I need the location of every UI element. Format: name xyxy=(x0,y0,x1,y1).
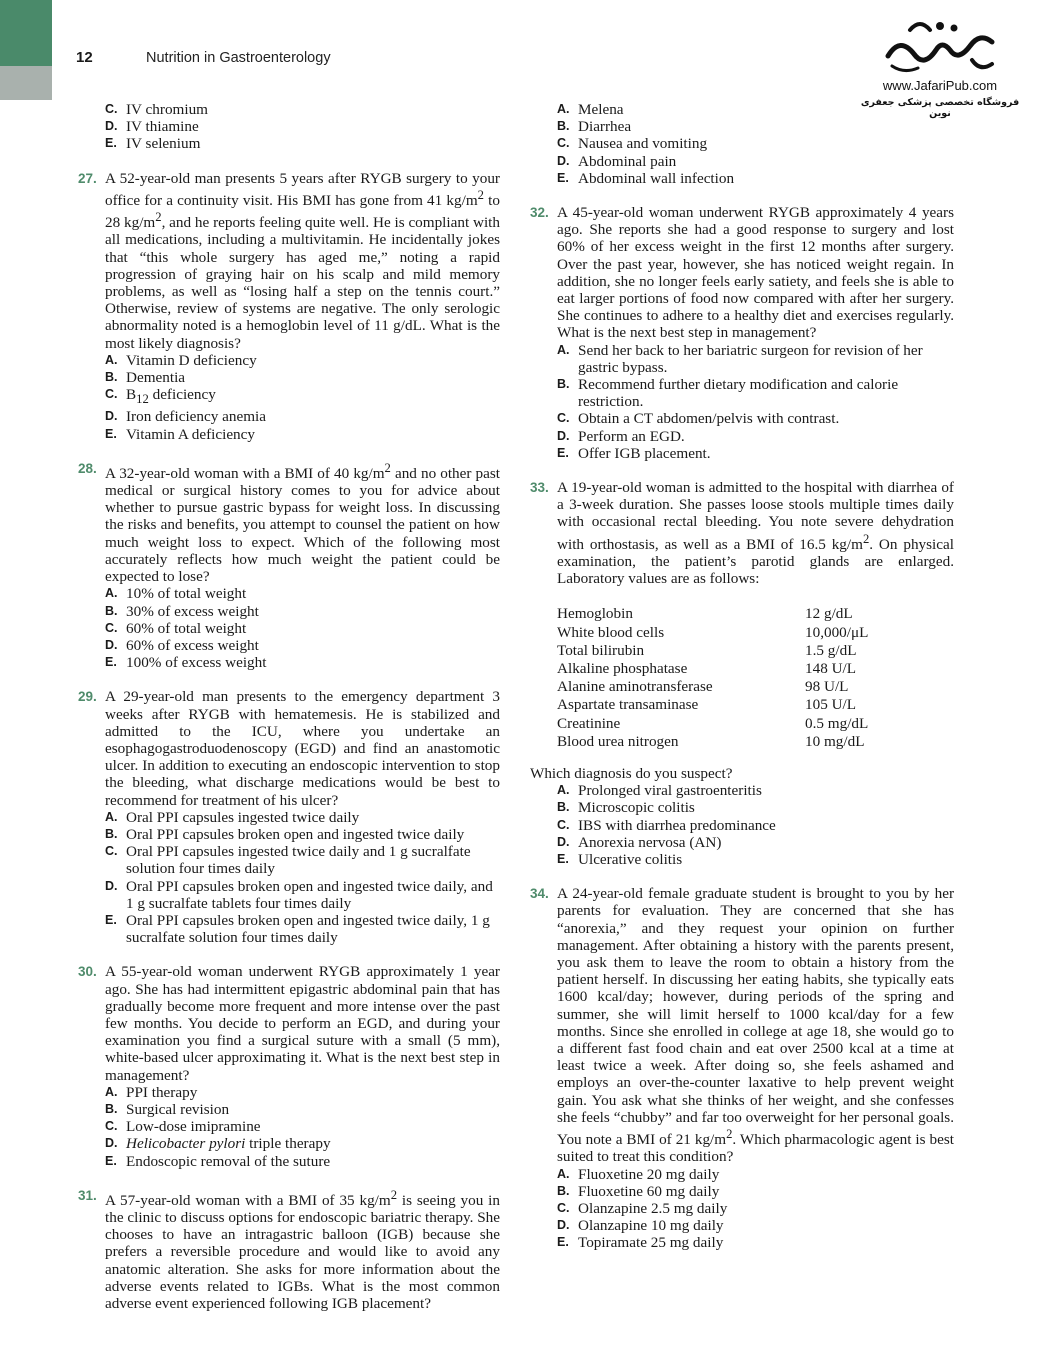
page-number: 12 xyxy=(76,49,93,66)
option: C. IBS with diarrhea predominance xyxy=(557,816,776,834)
option: C. Olanzapine 2.5 mg daily xyxy=(557,1199,728,1217)
question-stem: A 24-year-old female graduate student is brought to you by her parents for evaluation. They are concerned that she has “anorexia,” and they request your opinion on further management. After obtaining a history with the parents present, you ask them to leave the room to obtain a history from the patient herself. In discussing her eating habits, she typically eats 1600 kcal/day; however, during periods of the spring and summer, she will limit herself to 1000 kcal/day for a few months. Since she enrolled in college at age 18, she would go to a different fast food chain and eat over 2500 kcal at a time at least twice a week. After doing so, she feels ashamed and employs an over-the-counter laxative to help prevent weight gain. You ask what she thinks of her weight, and she confesses she feels “chubby” and far too overweight for her personal goals. You note a BMI of 21 $kg/m^2$. Which pharmacologic agent is best suited to treat this condition? xyxy=(557,885,954,1166)
option: D. 60% of excess weight xyxy=(105,636,259,654)
option: C. 60% of total weight xyxy=(105,619,247,637)
table-row: Blood urea nitrogen 10 mg/dL xyxy=(557,732,865,750)
option: D. Iron deficiency anemia xyxy=(105,408,266,426)
option: E. Vitamin A deficiency xyxy=(105,425,255,443)
logo-url: www.JafariPub.com xyxy=(882,78,998,93)
option: D. IV thiamine xyxy=(105,118,199,136)
option: B. Microscopic colitis xyxy=(557,799,695,817)
logo-tagline: فروشگاه تخصصی پزشکی جعفری نوین xyxy=(860,97,1020,119)
question-29 xyxy=(78,688,500,946)
option: E. 100% of excess weight xyxy=(105,654,267,672)
option: E. Topiramate 25 mg daily xyxy=(557,1234,724,1252)
option: B. Recommend further dietary modification and calorie restriction. xyxy=(557,376,899,411)
question-31-options xyxy=(530,101,954,187)
lab-values-table xyxy=(557,605,868,751)
option: C. Low-dose imipramine xyxy=(105,1118,261,1136)
question-number: 27. xyxy=(78,170,97,186)
option: A. Oral PPI capsules ingested twice daily xyxy=(105,808,360,826)
option: A. Fluoxetine 20 mg daily xyxy=(557,1165,720,1183)
question-number: 31. xyxy=(78,1187,97,1203)
question-31 xyxy=(78,1187,500,1312)
option: E. Abdominal wall infection xyxy=(557,169,735,187)
question-number: 28. xyxy=(78,460,97,476)
option: E. Oral PPI capsules broken open and ingested twice daily, 1 g sucralfate solution four times daily xyxy=(105,911,490,947)
question-number: 34. xyxy=(530,886,549,902)
table-row: Hemoglobin 12 g/dL xyxy=(557,605,853,623)
option: A. Melena xyxy=(557,101,624,118)
table-row: Alkaline phosphatase 148 U/L xyxy=(557,659,857,677)
question-33 xyxy=(530,479,954,587)
option: C. $B_{12}$ deficiency xyxy=(105,386,216,407)
option: A. Prolonged viral gastroenteritis xyxy=(557,782,762,800)
option: C. Oral PPI capsules ingested twice daily and 1 g sucralfate solution four times daily xyxy=(105,843,471,878)
option: E. IV selenium xyxy=(105,135,201,153)
question-28 xyxy=(78,460,500,672)
option: B. Fluoxetine 60 mg daily xyxy=(557,1182,720,1200)
question-stem: A 45-year-old woman underwent RYGB approximately 4 years ago. She reports she had a good response to surgery and lost 60% of her excess weight in the first 12 months after surgery. Over the past year, however, she has noticed weight regain. In addition, she no longer feels early satiety, and feels she is able to eat larger portions of food now compared with after her surgery. She continues to adhere to a healthy diet and exercises regularly. What is the next best step in management? xyxy=(557,204,954,342)
option: A. Send her back to her bariatric surgeon for revision of her gastric bypass. xyxy=(557,341,923,376)
option: B. Oral PPI capsules broken open and ingested twice daily xyxy=(105,825,465,843)
section-tab-green xyxy=(0,0,52,66)
question-33-prompt: Which diagnosis do you suspect? xyxy=(530,764,733,782)
table-row: Creatinine 0.5 mg/dL xyxy=(557,714,869,732)
option: D. Abdominal pain xyxy=(557,152,677,170)
option: D. Anorexia nervosa (AN) xyxy=(557,833,722,851)
table-row: Total bilirubin 1.5 g/dL xyxy=(557,641,857,659)
table-row: Alanine aminotransferase 98 U/L xyxy=(557,678,849,696)
option: B. Diarrhea xyxy=(557,118,632,136)
option: B. 30% of excess weight xyxy=(105,602,259,620)
option: A. 10% of total weight xyxy=(105,585,247,603)
option: C. IV chromium xyxy=(105,101,208,118)
option: A. Vitamin D deficiency xyxy=(105,351,257,369)
option: C. Nausea and vomiting xyxy=(557,135,708,153)
option: D. Olanzapine 10 mg daily xyxy=(557,1217,724,1235)
running-title: Nutrition in Gastroenterology xyxy=(146,50,331,66)
option: D. Helicobacter pylori triple therapy xyxy=(105,1135,331,1153)
question-30 xyxy=(78,963,500,1169)
option: E. Endoscopic removal of the suture xyxy=(105,1152,331,1170)
option: D. Perform an EGD. xyxy=(557,427,685,445)
right-column xyxy=(530,101,954,1269)
continued-options xyxy=(78,101,500,153)
question-number: 33. xyxy=(530,480,549,496)
question-34 xyxy=(530,885,954,1251)
option: A. PPI therapy xyxy=(105,1083,198,1101)
question-stem: A 19-year-old woman is admitted to the hospital with diarrhea of a 3-week duration. She passes loose stools multiple times daily with occasional rectal bleeding. You note severe dehydration with orthostasis, as well as a BMI of 16.5 $kg/m^2$. On physical examination, the patient’s parotid glands are enlarged. Laboratory values are as follows: xyxy=(557,479,954,588)
option: B. Surgical revision xyxy=(105,1100,230,1118)
option: E. Offer IGB placement. xyxy=(557,444,711,462)
question-stem: A 57-year-old woman with a BMI of 35 $kg/m^2$ is seeing you in the clinic to discuss options for endoscopic bariatric therapy. She chooses to have an intragastric balloon (IGB) because she prefers a reversible procedure and would like to avoid any anatomic alteration. She asks for more information about the adverse events related to IGBs. What is the most common adverse event experienced following IGB placement? xyxy=(105,1187,500,1313)
question-27 xyxy=(78,170,500,443)
question-number: 32. xyxy=(530,205,549,221)
question-33-options xyxy=(530,782,954,868)
option: B. Dementia xyxy=(105,368,186,386)
question-stem: A 52-year-old man presents 5 years after RYGB surgery to your office for a continuity visit. His BMI has gone from 41 $kg/m^2$ to 28 $kg/m^2$, and he reports feeling quite well. He is compliant with all medications, including a multivitamin. He incidentally jokes that “this whole surgery has aged me,” noting a rapid progression of graying hair on his scalp and mild memory problems, as well as “losing half a step on the tennis court.” Otherwise, review of systems are negative. The only serologic abnormality noted is a hemoglobin level of 11 g/dL. What is the most likely diagnosis? xyxy=(105,169,500,352)
option: C. Obtain a CT abdomen/pelvis with contrast. xyxy=(557,410,840,428)
question-stem: A 55-year-old woman underwent RYGB approximately 1 year ago. She has had intermittent epigastric abdominal pain that has gradually become more frequent and more intense over the past few months. You decide to perform an EGD, and during your examination you find a surgical suture with a small (5 mm), white-based ulcer approximating it. What is the next best step in management? xyxy=(105,963,500,1084)
table-row: White blood cells 10,000/μL xyxy=(557,623,869,641)
question-stem: A 29-year-old man presents to the emergency department 3 weeks after RYGB with hematemesis. He is stabilized and admitted to the ICU, where you undertake an esophagogastroduodenoscopy (EGD) and find an anastomotic ulcer. In addition to executing an endoscopic intervention to stop the bleeding, what discharge medications would be best to recommend for treatment of his ulcer? xyxy=(105,688,500,809)
question-number: 30. xyxy=(78,964,97,980)
option: D. Oral PPI capsules broken open and ingested twice daily, and 1 g sucralfate tablets four times daily xyxy=(105,877,493,912)
table-row: Aspartate transaminase 105 U/L xyxy=(557,696,857,714)
left-column xyxy=(78,101,500,1329)
option: E. Ulcerative colitis xyxy=(557,850,683,868)
jafari-calligraphy-logo-icon xyxy=(880,16,1000,76)
question-stem: A 32-year-old woman with a BMI of 40 $kg/m^2$ and no other past medical or surgical history comes to you for advice about whether to pursue gastric bypass for weight loss. In discussing the risks and benefits, you attempt to counsel the patient on how much weight loss to expect. Which of the following most accurately reflects how much weight the patient could be expected to lose? xyxy=(105,460,500,586)
section-tab-gray xyxy=(0,66,52,100)
question-number: 29. xyxy=(78,689,97,705)
question-32 xyxy=(530,204,954,462)
